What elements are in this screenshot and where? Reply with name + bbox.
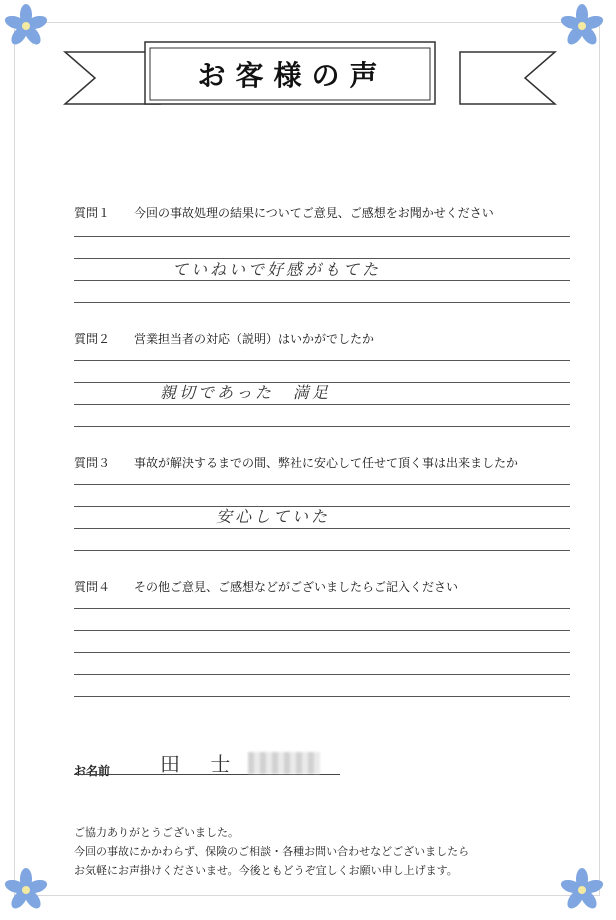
question-text: 事故が解決するまでの間、弊社に安心して任せて頂く事は出来ましたか — [134, 456, 519, 470]
answer-handwriting: 安心していた — [216, 507, 331, 526]
footer-thanks: ご協力ありがとうございました。 — [74, 826, 239, 839]
footer-note: 今回の事故にかかわらず、保険のご相談・各種お問い合わせなどございましたら — [74, 845, 470, 858]
flower-decoration-icon — [0, 860, 56, 916]
answer-line — [74, 674, 570, 675]
question-number: 質問３ — [74, 456, 111, 470]
question-text: その他ご意見、ご感想などがございましたらご記入ください — [134, 580, 459, 594]
question-number: 質問４ — [74, 580, 111, 594]
question-number: 質問１ — [74, 206, 111, 220]
question-number: 質問２ — [74, 332, 111, 346]
question-text: 営業担当者の対応（説明）はいかがでしたか — [134, 332, 375, 346]
question-1 — [74, 204, 494, 221]
answer-line — [74, 404, 570, 405]
answer-line — [74, 528, 570, 529]
answer-line — [74, 696, 570, 697]
answer-line — [74, 302, 570, 303]
footer-note: お気軽にお声掛けくださいませ。今後ともどうぞ宜しくお願い申し上げます。 — [74, 864, 458, 877]
flower-decoration-icon — [0, 0, 56, 56]
name-handwriting: 田 士 — [160, 752, 243, 776]
answer-line — [74, 652, 570, 653]
page-title: お客様の声 — [197, 59, 388, 92]
answer-line — [74, 630, 570, 631]
answer-line — [74, 236, 570, 237]
question-text: 今回の事故処理の結果についてご意見、ご感想をお聞かせください — [134, 206, 494, 220]
question-4 — [74, 578, 458, 595]
question-3 — [74, 454, 518, 471]
answer-handwriting: ていねいで好感がもてた — [172, 260, 382, 279]
answer-line — [74, 426, 570, 427]
question-2 — [74, 330, 374, 347]
flower-decoration-icon — [552, 860, 608, 916]
answer-line — [74, 550, 570, 551]
answer-line — [74, 484, 570, 485]
answer-line — [74, 360, 570, 361]
name-redaction — [248, 752, 320, 774]
answer-line — [74, 280, 570, 281]
answer-handwriting: 親切であった 満足 — [160, 383, 331, 402]
name-label: お名前 — [74, 764, 111, 778]
answer-line — [74, 608, 570, 609]
